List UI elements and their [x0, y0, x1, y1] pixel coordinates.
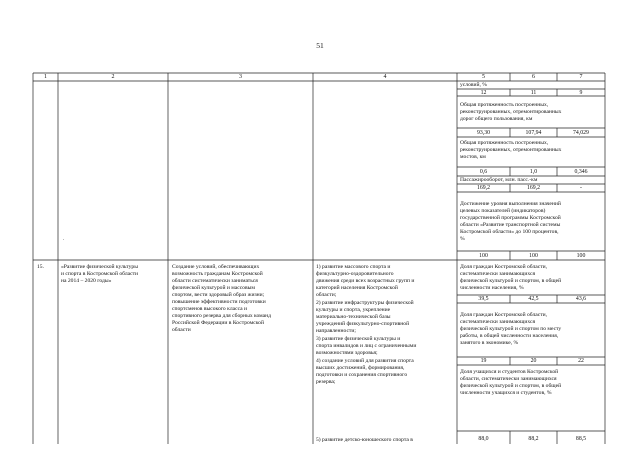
indicator-label: Достижение уровня выполнения значений [460, 201, 561, 207]
indicator-label: области, систематически занимающихся [460, 376, 557, 382]
program-goal: спортом, вести здоровый образ жизни; [172, 292, 265, 298]
indicator-label: систематически занимающихся [460, 271, 536, 277]
indicator-value: 100 [529, 253, 538, 259]
program-task: учреждений физкультурно-спортивной [316, 321, 410, 327]
program-task: резерва; [316, 379, 336, 385]
program-task: высших достижений, формирования, [316, 365, 405, 371]
col-header-4: 4 [383, 74, 387, 80]
program-goal: области систематически заниматься [172, 278, 258, 284]
indicator-value: - [580, 185, 582, 191]
program-task: возможностями здоровья; [316, 350, 378, 356]
indicator-value: 19 [480, 358, 487, 364]
indicator-label: условий, % [460, 82, 487, 88]
indicator-value: 93,30 [476, 130, 491, 136]
indicator-value: 107,94 [525, 130, 542, 136]
col-header-7: 7 [579, 74, 583, 80]
indicator-value: 169,2 [526, 185, 541, 191]
indicator-value: 12 [480, 90, 487, 96]
col-header-2: 2 [111, 74, 115, 80]
indicator-label: занятого в экономике, % [460, 340, 519, 346]
col-header-3: 3 [239, 74, 242, 80]
program-task: 1) развитие массового спорта и [316, 264, 391, 270]
indicator-label: систематически занимающихся [460, 319, 536, 325]
program-task: области; [316, 292, 337, 298]
program-task: культуры и спорта, укрепление [316, 307, 391, 313]
indicator-value: 88,5 [575, 436, 587, 442]
indicator-label: % [460, 236, 465, 242]
indicator-label: Общая протяженность построенных, [460, 102, 549, 108]
page-number: 51 [316, 41, 324, 50]
row-number: 15. [37, 264, 44, 270]
indicator-value: 42,5 [528, 296, 539, 302]
indicator-value: 11 [530, 90, 537, 96]
program-task: категорий населения Костромской [316, 285, 398, 291]
program-task: 5) развитие детско-юношеского спорта в [316, 437, 413, 443]
col-header-6: 6 [532, 74, 535, 80]
program-task: направленности; [316, 328, 356, 334]
program-goal: повышение эффективности подготовки [172, 299, 266, 305]
col-header-1: 1 [44, 74, 47, 80]
program-task: физкультурно-оздоровительного [316, 271, 394, 277]
indicator-value: 9 [579, 90, 583, 96]
indicator-label: реконструированных, отремонтированных [460, 109, 562, 115]
program-task: 2) развитие инфраструктуры физической [316, 300, 414, 306]
indicator-label: области «Развитие транспортной системы [460, 222, 561, 228]
indicator-label: физической культурой и спортом, в общей [460, 278, 562, 284]
indicator-value: 20 [530, 358, 537, 364]
program-goal: спортсменов высокого класса и [172, 306, 248, 312]
indicator-label: мостов, км [460, 154, 486, 160]
indicator-value: 88,0 [478, 436, 489, 442]
indicator-label: Доля граждан Костромской области, [460, 264, 548, 270]
stray-dot: . [63, 236, 65, 242]
indicator-label: реконструированных, отремонтированных [460, 147, 562, 153]
program-task: подготовки и сохранения спортивного [316, 372, 408, 378]
indicator-value: 1,0 [529, 169, 538, 175]
indicator-label: работы, в общей численности населения, [460, 333, 559, 339]
indicator-value: 100 [576, 253, 586, 259]
indicator-label: физической культурой и спортом по месту [460, 326, 562, 332]
program-name: на 2014 – 2020 годы» [61, 278, 112, 284]
indicator-label: Пассажирооборот, млн. пасс.-км [460, 177, 538, 183]
indicator-label: дорог общего пользования, км [460, 116, 533, 122]
indicator-label: Костромской области» до 100 процентов, [460, 229, 559, 235]
program-name: и спорта в Костромской области [61, 271, 139, 277]
indicator-value: 88,2 [528, 436, 539, 442]
program-goal: области [172, 327, 191, 333]
program-goal: Российской Федерации в Костромской [172, 320, 264, 326]
program-task: 3) развитие физической культуры и [316, 336, 401, 342]
indicator-value: 39,5 [478, 296, 489, 302]
indicator-label: целевых показателей (индикаторов) [460, 208, 546, 214]
indicator-label: численности населения, % [460, 285, 524, 291]
indicator-label: физической культурой и спортом, в общей [460, 383, 562, 389]
program-goal: физической культурой и массовым [172, 285, 255, 291]
indicator-value: 74,029 [573, 130, 589, 136]
indicator-label: Доля граждан Костромской области, [460, 312, 548, 318]
indicator-value: 22 [578, 358, 584, 364]
indicator-value: 43,6 [575, 296, 587, 302]
indicator-value: 0,346 [574, 169, 588, 175]
indicator-label: государственной программы Костромской [460, 215, 561, 221]
program-name: «Развитие физической культуры [61, 264, 138, 270]
indicator-label: Доля учащихся и студентов Костромской [460, 369, 559, 375]
indicator-label: численности учащихся и студентов, % [460, 390, 552, 396]
indicator-label: Общая протяженность построенных, [460, 140, 549, 146]
program-task: спорта инвалидов и лиц с ограниченными [316, 343, 417, 349]
indicator-value: 169,2 [476, 185, 491, 191]
program-goal: Создание условий, обеспечивающих [172, 264, 260, 270]
program-goal: возможность гражданам Костромской [172, 271, 263, 277]
program-goal: спортивного резерва для сборных команд [172, 313, 271, 319]
col-header-5: 5 [482, 74, 485, 80]
program-task: 4) создание условий для развития спорта [316, 358, 414, 364]
indicator-value: 0,6 [479, 169, 488, 175]
program-task: материально-технической базы [316, 314, 391, 320]
indicator-value: 100 [479, 253, 488, 259]
program-task: движения среди всех возрастных групп и [316, 278, 415, 284]
